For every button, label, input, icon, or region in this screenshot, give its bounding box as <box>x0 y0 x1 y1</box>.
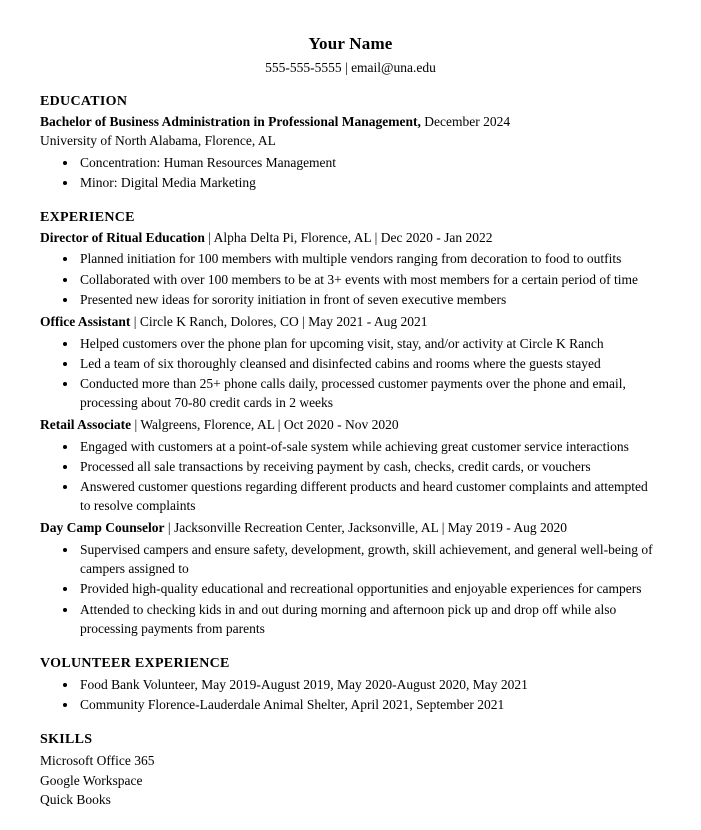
list-item: • Concentration: Human Resources Management <box>78 153 661 172</box>
job-details: | Circle K Ranch, Dolores, CO | May 2021 - Aug 2021 <box>130 313 428 329</box>
job-details: | Jacksonville Recreation Center, Jacksonville, AL | May 2019 - Aug 2020 <box>164 520 568 536</box>
list-item: • Community Florence-Lauderdale Animal Shelter, April 2021, September 2021 <box>78 695 661 714</box>
volunteer-bullets <box>40 675 661 714</box>
education-degree-date: December 2024 <box>424 114 511 129</box>
education-section <box>40 94 661 192</box>
contact-line: 555-555-5555 | email@una.edu <box>265 60 436 75</box>
experience-job <box>40 313 661 412</box>
job-bullets <box>40 437 661 516</box>
job-title: Day Camp Counselor <box>40 520 165 536</box>
job-header <box>40 519 661 538</box>
list-item: • Planned initiation for 100 members with multiple vendors ranging from decoration to food to outfits <box>78 249 661 268</box>
list-item: • Food Bank Volunteer, May 2019-August 2019, May 2020-August 2020, May 2021 <box>78 675 661 694</box>
list-item: • Provided high-quality educational and recreational opportunities and enjoyable experiences for campers <box>78 579 661 598</box>
list-item: • Presented new ideas for sorority initiation in front of seven executive members <box>78 290 661 309</box>
experience-job <box>40 416 661 515</box>
list-item: • Led a team of six thoroughly cleansed and disinfected cabins and rooms where the guests stayed <box>78 354 661 373</box>
skills-section <box>40 732 661 810</box>
page-title: Your Name <box>308 34 393 53</box>
job-title: Director of Ritual Education <box>40 229 205 245</box>
job-details: | Walgreens, Florence, AL | Oct 2020 - Nov 2020 <box>131 417 399 433</box>
education-degree-line <box>40 113 661 132</box>
list-item: • Supervised campers and ensure safety, development, growth, skill achievement, and general well-being of campers assigned to <box>78 540 661 578</box>
skills-heading: SKILLS <box>40 732 93 748</box>
skill-item: Quick Books <box>40 792 111 808</box>
list-item: • Helped customers over the phone plan for upcoming visit, stay, and/or activity at Circle K Ranch <box>78 334 661 353</box>
list-item: • Engaged with customers at a point-of-sale system while achieving great customer service interactions <box>78 437 661 456</box>
list-item: • Minor: Digital Media Marketing <box>78 173 661 192</box>
job-header <box>40 229 661 248</box>
job-title: Office Assistant <box>40 313 131 329</box>
list-item: • Attended to checking kids in and out during morning and afternoon pick up and drop off while also processing payments from parents <box>78 600 661 638</box>
education-bullets <box>40 153 661 192</box>
job-bullets <box>40 249 661 308</box>
job-header <box>40 313 661 332</box>
job-details: | Alpha Delta Pi, Florence, AL | Dec 2020 - Jan 2022 <box>204 229 493 245</box>
job-bullets <box>40 334 661 413</box>
volunteer-section <box>40 656 661 714</box>
list-item: • Processed all sale transactions by receiving payment by cash, checks, credit cards, or vouchers <box>78 457 661 476</box>
education-school: University of North Alabama, Florence, AL <box>40 132 276 148</box>
education-degree: Bachelor of Business Administration in Professional Management, <box>40 114 421 129</box>
list-item: • Collaborated with over 100 members to be at 3+ events with most members for a certain period of time <box>78 270 661 289</box>
experience-job <box>40 519 661 637</box>
job-title: Retail Associate <box>40 417 132 433</box>
skill-item: Microsoft Office 365 <box>40 753 155 769</box>
experience-section <box>40 210 661 638</box>
job-header <box>40 416 661 435</box>
job-bullets <box>40 540 661 638</box>
volunteer-heading: VOLUNTEER EXPERIENCE <box>40 655 230 671</box>
education-heading: EDUCATION <box>40 94 128 109</box>
experience-heading: EXPERIENCE <box>40 209 135 225</box>
experience-job <box>40 229 661 309</box>
skill-item: Google Workspace <box>40 772 143 788</box>
list-item: • Conducted more than 25+ phone calls daily, processed customer payments over the phone and email, processing about 70-80 credit cards in 2 weeks <box>78 374 661 412</box>
list-item: • Answered customer questions regarding different products and heard customer complaints and attempted to resolve complaints <box>78 477 661 515</box>
